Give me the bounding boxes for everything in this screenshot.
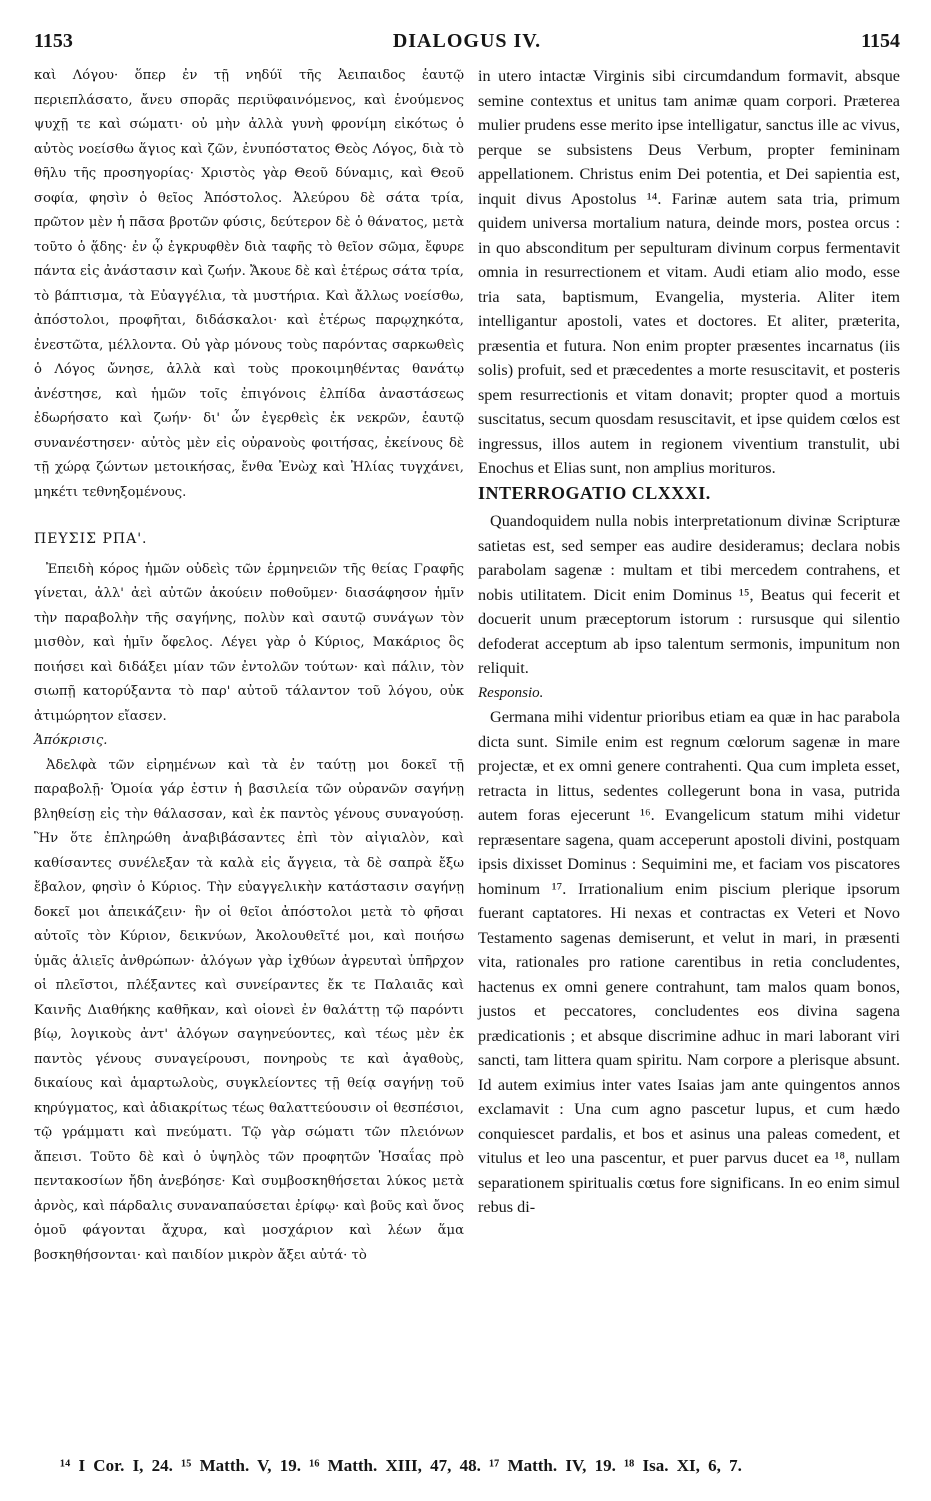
- page-number-right: 1154: [861, 30, 900, 52]
- latin-answer-heading: Responsio.: [478, 684, 544, 701]
- footnotes: ¹⁴ I Cor. I, 24. ¹⁵ Matth. V, 19. ¹⁶ Matth. XIII, 47, 48. ¹⁷ Matth. IV, 19. ¹⁸ Isa. XI, 6, 7.: [60, 1456, 742, 1475]
- latin-question-heading: INTERROGATIO CLXXXI.: [478, 482, 711, 503]
- greek-question-heading: ΠΕΥΣΙΣ ΡΠΑ'.: [34, 531, 148, 547]
- greek-column: [34, 64, 464, 1268]
- greek-paragraph-1: καὶ Λόγου· ὅπερ ἐν τῇ νηδύϊ τῆς Ἀειπαιδος ἑαυτῷ περιεπλάσατο, ἄνευ σπορᾶς περιϋφαινόμενος, καὶ ἑνούμενος ψυχῇ τε καὶ σώματι· οὐ μὴν ἀλλὰ γυνὴ φρονίμη εἰκότως ὁ αὐτὸς νοείσθω ἅγιος καὶ ζῶν, ἐνυπόστατος Θεὸς Λόγος, διὰ τὸ θῆλυ τῆς προσηγορίας· Χριστὸς γὰρ Θεοῦ δύναμις, καὶ Θεοῦ σοφία, φησὶν ὁ θεῖος Ἀπόστολος. Ἀλεύρου δὲ σάτα τρία, πρῶτον μὲν ἡ πᾶσα βροτῶν φύσις, δεύτερον δὲ ὁ θάνατος, μετὰ τοῦτο ὁ ᾅδης· ἐν ᾧ ἐγκρυφθὲν διὰ ταφῆς τὸ θεῖον σῶμα, ἔφυρε πάντα εἰς ἀνάστασιν καὶ ζωήν. Ἄκουε δὲ καὶ ἑτέρως σάτα τρία, τὸ βάπτισμα, τὰ Εὐαγγέλια, τὰ μυστήρια. Καὶ ἄλλως νοείσθω, ἀπόστολοι, προφῆται, διδάσκαλοι· καὶ ἑτέρως παρῳχηκότα, ἐνεστῶτα, μέλλοντα. Οὐ γὰρ μόνους τοὺς παρόντας σαρκωθεὶς ὁ Λόγος ὤνησε, ἀλλὰ καὶ τοὺς προκοιμηθέντας θανάτῳ ἀνέστησε, καὶ ἡμῶν τοῖς ἐπιγόνοις ἐλπίδα ἀναστάσεως ἐδωρήσατο καὶ ζωήν· δι' ὧν ἐγερθεὶς ἐκ νεκρῶν, ἑαυτῷ συνανέστησεν· αὐτὸς μὲν εἰς οὐρανοὺς φοιτήσας, ἐκείνους δὲ τῇ χώρᾳ ζώντων μετοικήσας, ἔνθα Ἐνὼχ καὶ Ἠλίας τυγχάνει, μηκέτι τεθνηξομένους.: [34, 68, 464, 500]
- page-header: [34, 30, 900, 58]
- running-title: DIALOGUS IV.: [392, 30, 542, 52]
- latin-paragraph-1: in utero intactæ Virginis sibi circumdandum formavit, absque semine contextus et unitus tam animæ quam corpori. Præterea mulier prudens esse merito ipse intelligatur, sanctus ille ac vivus, perque se subsistens Deus Verbum, propter femininam appellationem. Christus enim Dei potentia, et Dei sapientia est, inquit divus Apostolus ¹⁴. Farinæ autem sata tria, primum quidem universa mortalium natura, deinde mors, postea orcus : in quo absconditum per sepulturam divinum corpus fermentavit omnia in resurrectionem et vitam. Audi etiam alio modo, esse tria sata, baptismum, Evangelia, mysteria. Aliter item intelligantur apostoli, vates et doctores. Et aliter, præterita, præsentia et futura. Non enim propter præsentes incarnatus (iis solis) profuit, sed et præcedentes a morte resuscitavit, et posteris spem resurrectionis et vitam donavit; propter quod a mortuis suscitatus, secum quosdam resuscitavit, et ipse quidem cœlos est ingressus, illos autem in regionem viventium transtulit, ubi Enochus et Elias sunt, non amplius morituros.: [478, 67, 900, 477]
- page-number-left: 1153: [34, 30, 73, 52]
- greek-answer-heading: Ἀπόκρισις.: [34, 733, 108, 748]
- latin-paragraph-3: Germana mihi videntur prioribus etiam ea quæ in hac parabola dicta sunt. Simile enim est regnum cœlorum sagenæ in mare projectæ, et ex omni genere contrahenti. Qua cum impleta esset, retracta in littus, sedentes collegerunt bona in vasa, putrida autem foras ejecerunt ¹⁶. Evangelicum statum mihi videtur repræsentare sagena, quam acceperunt apostoli divini, postquam ipsis dixisset Dominus : Sequimini me, et faciam vos piscatores hominum ¹⁷. Irrationalium enim piscium plerique ipsorum fuerant captatores. Hi nexas et contractas ex Veteri et Novo Testamento sagenas demiserunt, et velut in mari, in præsenti vita, rationales pro ratione carentibus in retia concludentes, hactenus ex omni genere contrahunt, tam malos quam bonos, justos et peccatores, concludentes eos divina sagena prædicationis ; et absque discrimine adhuc in mari laborant viri sancti, tam littera quam spiritu. Nam corpore a plerisque absunt. Id autem eximius inter vates Isaias jam ante quingentos annos exclamavit : Una cum agno pascetur lupus, et cum hædo conquiescet pardalis, et bos et asinus una paleas comedent, et vitulus et leo una pascentur, et puer parvus ducet ea ¹⁸, nullam separationem spiritualis cœtus fore significans. In eo enim simul rebus di-: [478, 708, 900, 1216]
- latin-column: [478, 64, 900, 1220]
- greek-paragraph-2: Ἐπειδὴ κόρος ἡμῶν οὐδεὶς τῶν ἑρμηνειῶν τῆς θείας Γραφῆς γίνεται, ἀλλ' ἀεὶ αὐτῶν ἀκούειν ποθοῦμεν· διασάφησον ἡμῖν τὴν παραβολὴν τῆς σαγήνης, πολὺν καὶ σαυτῷ συνάγων τὸν μισθὸν, καὶ ἡμῖν ὄφελος. Λέγει γὰρ ὁ Κύριος, Μακάριος ὃς ποιήσει καὶ διδάξει μίαν τῶν ἐντολῶν τούτων· καὶ πάλιν, τὸν σιωπῇ κατορύξαντα τὸ παρ' αὐτοῦ τάλαντον τοῦ λόγου, οὐκ ἀτιμώρητον εἴασεν.: [34, 561, 464, 724]
- latin-paragraph-2: Quandoquidem nulla nobis interpretationum divinæ Scripturæ satietas est, sed semper eas audire desideramus; declara nobis parabolam sagenæ : multam et tibi mercedem contrahens, et nobis utilitatem. Dicit enim Dominus ¹⁵, Beatus qui fecerit et docuerit unum præceptorum istorum : rursusque qui silentio defoderat acceptum ab ipso talentum sermonis, impunitum non reliquit.: [478, 512, 900, 677]
- greek-paragraph-3: Ἀδελφὰ τῶν εἰρημένων καὶ τὰ ἐν ταύτῃ μοι δοκεῖ τῇ παραβολῇ· Ὁμοία γάρ ἐστιν ἡ βασιλεία τῶν οὐρανῶν σαγήνῃ βληθείσῃ εἰς τὴν θάλασσαν, καὶ ἐκ παντὸς γένους συναγούσῃ. Ἣν ὅτε ἐπληρώθη ἀναβιβάσαντες ἐπὶ τὸν αἰγιαλὸν, καὶ καθίσαντες συνέλεξαν τὰ καλὰ εἰς ἄγγεια, τὰ δὲ σαπρὰ ἔξω ἔβαλον, φησὶν ὁ Κύριος. Τὴν εὐαγγελικὴν κατάστασιν σαγήνῃ δοκεῖ μοι ἀπεικάζειν· ἣν οἱ θεῖοι ἀπόστολοι μετὰ τὸ φῆσαι αὐτοῖς τὸν Κύριον, δεικνύων, Ἀκολουθεῖτέ μοι, καὶ ποιήσω ὑμᾶς ἁλιεῖς ἀνθρώπων· ἀλόγων γὰρ ἰχθύων ἀγρευταὶ ὑπῆρχον οἱ πλεῖστοι, πλέξαντες καὶ συνείραντες ἔκ τε Παλαιᾶς καὶ Καινῆς Διαθήκης καθῆκαν, καὶ οἱονεὶ ἐν θαλάττῃ τῷ παρόντι βίῳ, λογικοὺς ἀντ' ἀλόγων σαγηνεύοντες, καὶ τέως μὲν ἐκ παντὸς γένους συναγείρουσι, πονηροὺς τε καὶ ἀγαθοὺς, δικαίους καὶ ἁμαρτωλοὺς, συγκλείοντες τῇ θείᾳ σαγήνῃ τοῦ κηρύγματος, καὶ ἀδιακρίτως τέως θαλαττεύουσιν οἱ θεσπέσιοι, τῷ γράμματι καὶ πνεύματι. Τῷ γὰρ σώματι τῶν πλειόνων ἄπεισι. Τοῦτο δὲ καὶ ὁ ὑψηλὸς τῶν προφητῶν Ἡσαΐας πρὸ πεντακοσίων ἤδη ἀνεβόησε· Καὶ συμβοσκηθήσεται λύκος μετὰ ἀρνὸς, καὶ πάρδαλις συναναπαύσεται ἐρίφῳ· καὶ βοῦς καὶ ὄνος ὁμοῦ φάγονται ἄχυρα, καὶ μοσχάριον καὶ λέων ἅμα βοσκηθήσονται· καὶ παιδίον μικρὸν ἄξει αὐτά· τὸ: [34, 757, 464, 1263]
